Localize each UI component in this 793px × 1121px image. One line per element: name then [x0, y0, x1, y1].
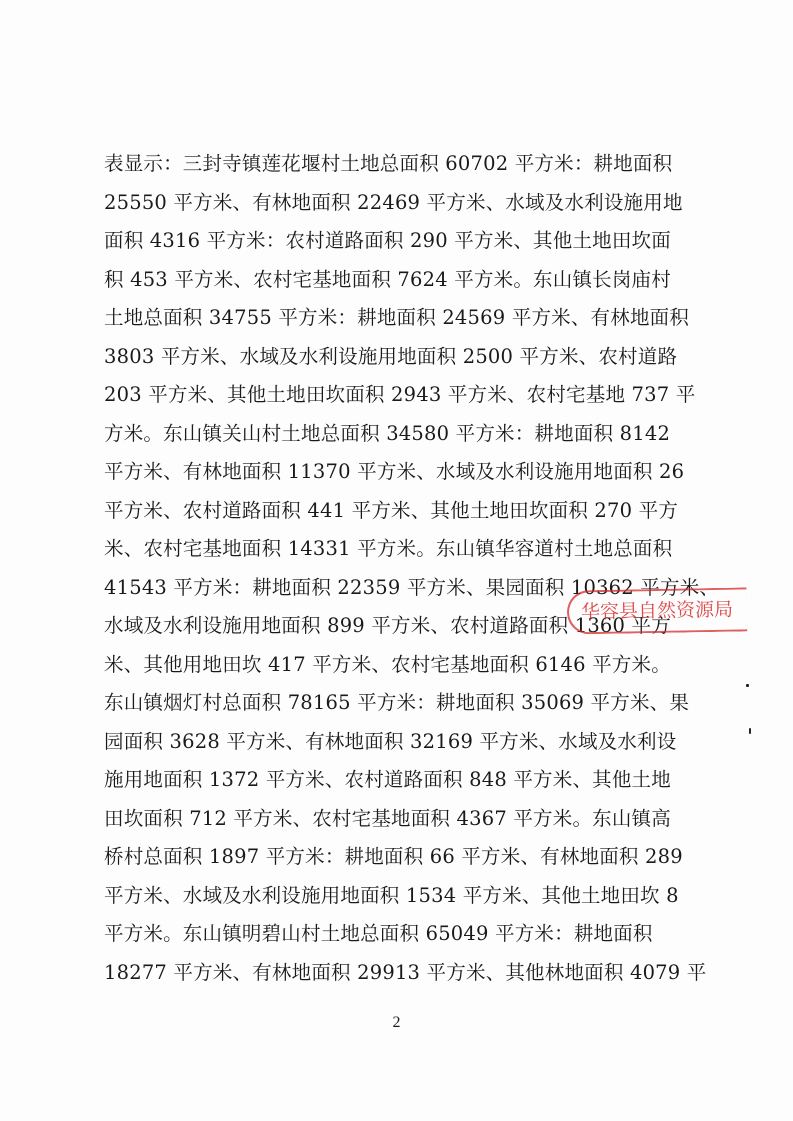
text-line: 积 453 平方米、农村宅基地面积 7624 平方米。东山镇长岗庙村 — [104, 267, 671, 291]
text-line: 桥村总面积 1897 平方米：耕地面积 66 平方米、有林地面积 289 — [104, 845, 683, 868]
text-line: 方米。东山镇关山村土地总面积 34580 平方米：耕地面积 8142 — [104, 421, 671, 445]
text-line: 平方米、农村道路面积 441 平方米、其他土地田坎面积 270 平方 — [104, 498, 679, 522]
text-line: 平方米。东山镇明碧山村土地总面积 65049 平方米：耕地面积 — [104, 922, 653, 945]
text-line: 表显示：三封寺镇莲花堰村土地总面积 60702 平方米：耕地面积 — [104, 152, 673, 175]
text-line: 平方米、水域及水利设施用地面积 1534 平方米、其他土地田坎 8 — [104, 883, 679, 907]
official-seal-stamp: 华容县自然资源局 — [567, 587, 748, 634]
text-line: 东山镇烟灯村总面积 78165 平方米：耕地面积 35069 平方米、果 — [104, 691, 690, 714]
text-line: 土地总面积 34755 平方米：耕地面积 24569 平方米、有林地面积 — [104, 306, 690, 329]
text-line: 园面积 3628 平方米、有林地面积 32169 平方米、水域及水利设 — [104, 729, 677, 753]
text-line: 18277 平方米、有林地面积 29913 平方米、其他林地面积 4079 平 — [104, 960, 707, 984]
text-line: 田坎面积 712 平方米、农村宅基地面积 4367 平方米。东山镇高 — [104, 806, 671, 830]
page-number: 2 — [392, 1014, 401, 1031]
document-body — [104, 145, 720, 992]
text-line: 平方米、有林地面积 11370 平方米、水域及水利设施用地面积 26 — [104, 460, 685, 483]
text-line: 施用地面积 1372 平方米、农村道路面积 848 平方米、其他土地 — [104, 768, 671, 791]
text-line: 41543 平方米：耕地面积 22359 平方米、果园面积 10362 平方米、 — [104, 575, 720, 599]
text-line: 25550 平方米、有林地面积 22469 平方米、水域及水利设施用地 — [104, 190, 683, 214]
text-line: 面积 4316 平方米：农村道路面积 290 平方米、其他土地田坎面 — [104, 229, 671, 252]
scan-speck-mark — [746, 684, 749, 687]
text-line: 水域及水利设施用地面积 899 平方米、农村道路面积 1360 平方 — [104, 614, 671, 637]
text-line: 203 平方米、其他土地田坎面积 2943 平方米、农村宅基地 737 平 — [104, 383, 696, 406]
text-line: 米、其他用地田坎 417 平方米、农村宅基地面积 6146 平方米。 — [104, 652, 671, 676]
text-line: 米、农村宅基地面积 14331 平方米。东山镇华容道村土地总面积 — [104, 537, 673, 560]
scan-speck-mark — [749, 728, 751, 734]
text-line: 3803 平方米、水域及水利设施用地面积 2500 平方米、农村道路 — [104, 344, 678, 368]
